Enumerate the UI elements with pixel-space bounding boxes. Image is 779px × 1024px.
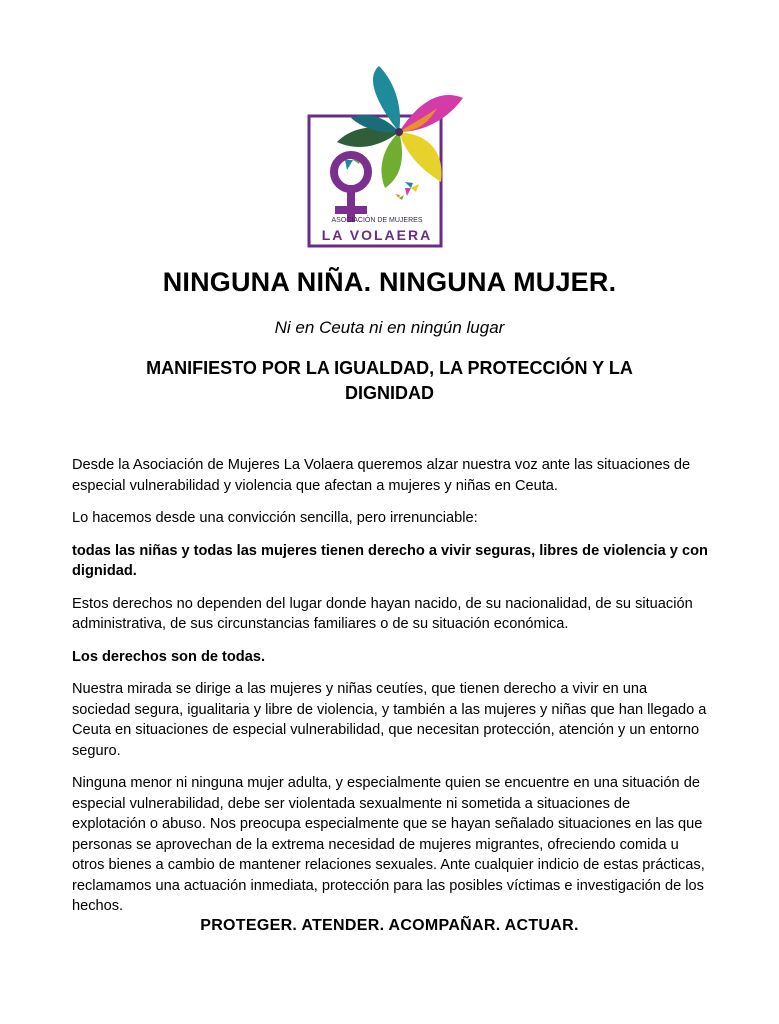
main-title: NINGUNA NIÑA. NINGUNA MUJER. bbox=[162, 267, 617, 297]
paragraph-conviction: Lo hacemos desde una convicción sencilla, pero irrenunciable: bbox=[72, 510, 478, 526]
pinwheel-icon bbox=[337, 66, 463, 188]
logo-name-line: LA VOLAERA bbox=[321, 227, 433, 243]
manifesto-body bbox=[72, 455, 708, 929]
paragraph-rights-statement: todas las niñas y todas las mujeres tienen derecho a vivir seguras, libres de violencia y con dignidad. bbox=[72, 542, 708, 579]
paragraph-intro: Desde la Asociación de Mujeres La Volaera queremos alzar nuestra voz ante las situaciones de especial vulnerabilidad y violencia que afectan a mujeres y niñas en Ceuta. bbox=[72, 457, 691, 494]
paragraph-rights-for-all: Los derechos son de todas. bbox=[72, 648, 266, 665]
logo-org-line: ASOCIACIÓN DE MUJERES bbox=[331, 217, 423, 224]
paragraph-rights-independence: Estos derechos no dependen del lugar donde hayan nacido, de su nacionalidad, de su situación administrativa, de sus circunstancias familiares o de su situación económica. bbox=[72, 595, 693, 632]
paragraph-our-focus: Nuestra mirada se dirige a las mujeres y niñas ceutíes, que tienen derecho a vivir en una sociedad segura, igualitaria y libre de violencia, y también a las mujeres y niñas que han llegado a Ceuta en situaciones de especial vulnerabilidad, que necesitan protección, atención y un entorno seguro. bbox=[72, 681, 707, 759]
subtitle: Ni en Ceuta ni en ningún lugar bbox=[274, 318, 505, 337]
paragraph-no-violence: Ninguna menor ni ninguna mujer adulta, y especialmente quien se encuentre en una situación de especial vulnerabilidad, debe ser violentada sexualmente ni sometida a situaciones de explotación o abuso. Nos preocupa especialmente que se hayan señalado situaciones en las que personas se aprovechan de la extrema necesidad de mujeres migrantes, ofreciendo comida u otros bienes a cambio de mantener relaciones sexuales. Ante cualquier indicio de estas prácticas, reclamamos una actuación inmediata, protección para las posibles víctimas e investigación de los hechos. bbox=[72, 775, 705, 914]
closing-slogan: PROTEGER. ATENDER. ACOMPAÑAR. ACTUAR. bbox=[200, 917, 579, 934]
organization-logo bbox=[307, 64, 467, 250]
manifesto-title: MANIFIESTO POR LA IGUALDAD, LA PROTECCIÓN Y LA DIGNIDAD bbox=[146, 358, 633, 403]
female-symbol-icon bbox=[334, 155, 368, 222]
